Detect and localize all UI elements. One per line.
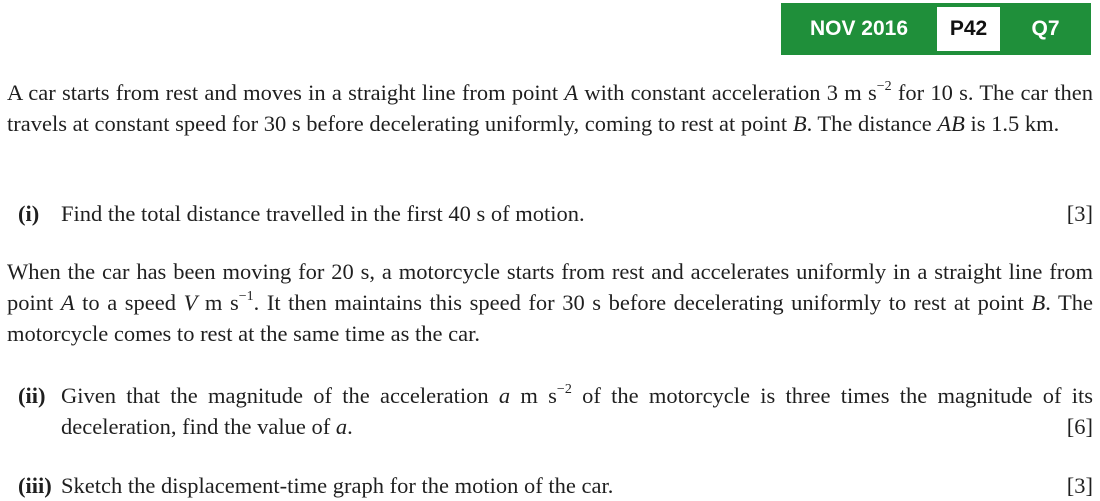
speed-v: V bbox=[183, 290, 198, 315]
point-a: A bbox=[60, 290, 75, 315]
exponent: −2 bbox=[876, 78, 892, 94]
segment-ab: AB bbox=[937, 111, 965, 136]
part-number: (i) bbox=[18, 201, 40, 226]
middle-text-2: to a speed bbox=[74, 290, 184, 315]
part-number: (ii) bbox=[18, 383, 46, 408]
paper-label: P42 bbox=[937, 7, 1000, 51]
middle-text-1: When the car has been moving for 20 s, a motorcycle starts from rest and accelerates uniformly in a straight line from point bbox=[7, 259, 1093, 315]
intro-text-4: . The distance bbox=[806, 111, 938, 136]
intro-text-3: for 10 s. The car then travels at constant speed for 30 s before decelerating uniformly, coming to rest at point bbox=[7, 80, 1093, 136]
intro-text-5: is 1.5 km. bbox=[964, 111, 1060, 136]
point-b: B bbox=[1031, 290, 1046, 315]
part-text: Sketch the displacement-time graph for the motion of the car. bbox=[61, 473, 614, 498]
part-text: Find the total distance travelled in the first 40 s of motion. bbox=[61, 201, 585, 226]
middle-text-5: . The motorcycle comes to rest at the same time as the car. bbox=[7, 290, 1093, 346]
part-text-3: of the motorcycle is three times the magnitude of its deceleration, find the value of bbox=[61, 383, 1094, 439]
middle-text-4: . It then maintains this speed for 30 s before decelerating uniformly to rest at point bbox=[253, 290, 1032, 315]
intro-text-2: with constant acceleration 3 m s bbox=[578, 80, 877, 105]
part-text-4: . bbox=[347, 414, 353, 439]
marks-label: [3] bbox=[1066, 473, 1093, 498]
question-label: Q7 bbox=[1031, 17, 1060, 40]
part-text-2: m s bbox=[510, 383, 557, 408]
session-label: NOV 2016 bbox=[809, 17, 909, 40]
point-b: B bbox=[792, 111, 807, 136]
marks-label: [3] bbox=[1066, 201, 1093, 226]
part-text-1: Given that the magnitude of the acceleration bbox=[61, 383, 499, 408]
part-text bbox=[61, 380, 1093, 442]
middle-paragraph bbox=[7, 256, 1093, 349]
exam-reference-badge bbox=[781, 3, 1091, 55]
intro-paragraph bbox=[7, 77, 1093, 139]
part-number: (iii) bbox=[18, 473, 52, 498]
accel-a: a bbox=[335, 414, 348, 439]
point-a: A bbox=[564, 80, 579, 105]
exponent: −2 bbox=[556, 381, 572, 397]
intro-text-1: A car starts from rest and moves in a straight line from point bbox=[7, 80, 565, 105]
middle-text-3: m s bbox=[197, 290, 239, 315]
question-part-iii bbox=[18, 470, 1093, 501]
exponent: −1 bbox=[238, 288, 254, 304]
accel-a: a bbox=[498, 383, 511, 408]
question-part-i bbox=[18, 198, 1093, 229]
marks-label: [6] bbox=[1066, 414, 1093, 439]
question-part-ii bbox=[18, 380, 1093, 442]
